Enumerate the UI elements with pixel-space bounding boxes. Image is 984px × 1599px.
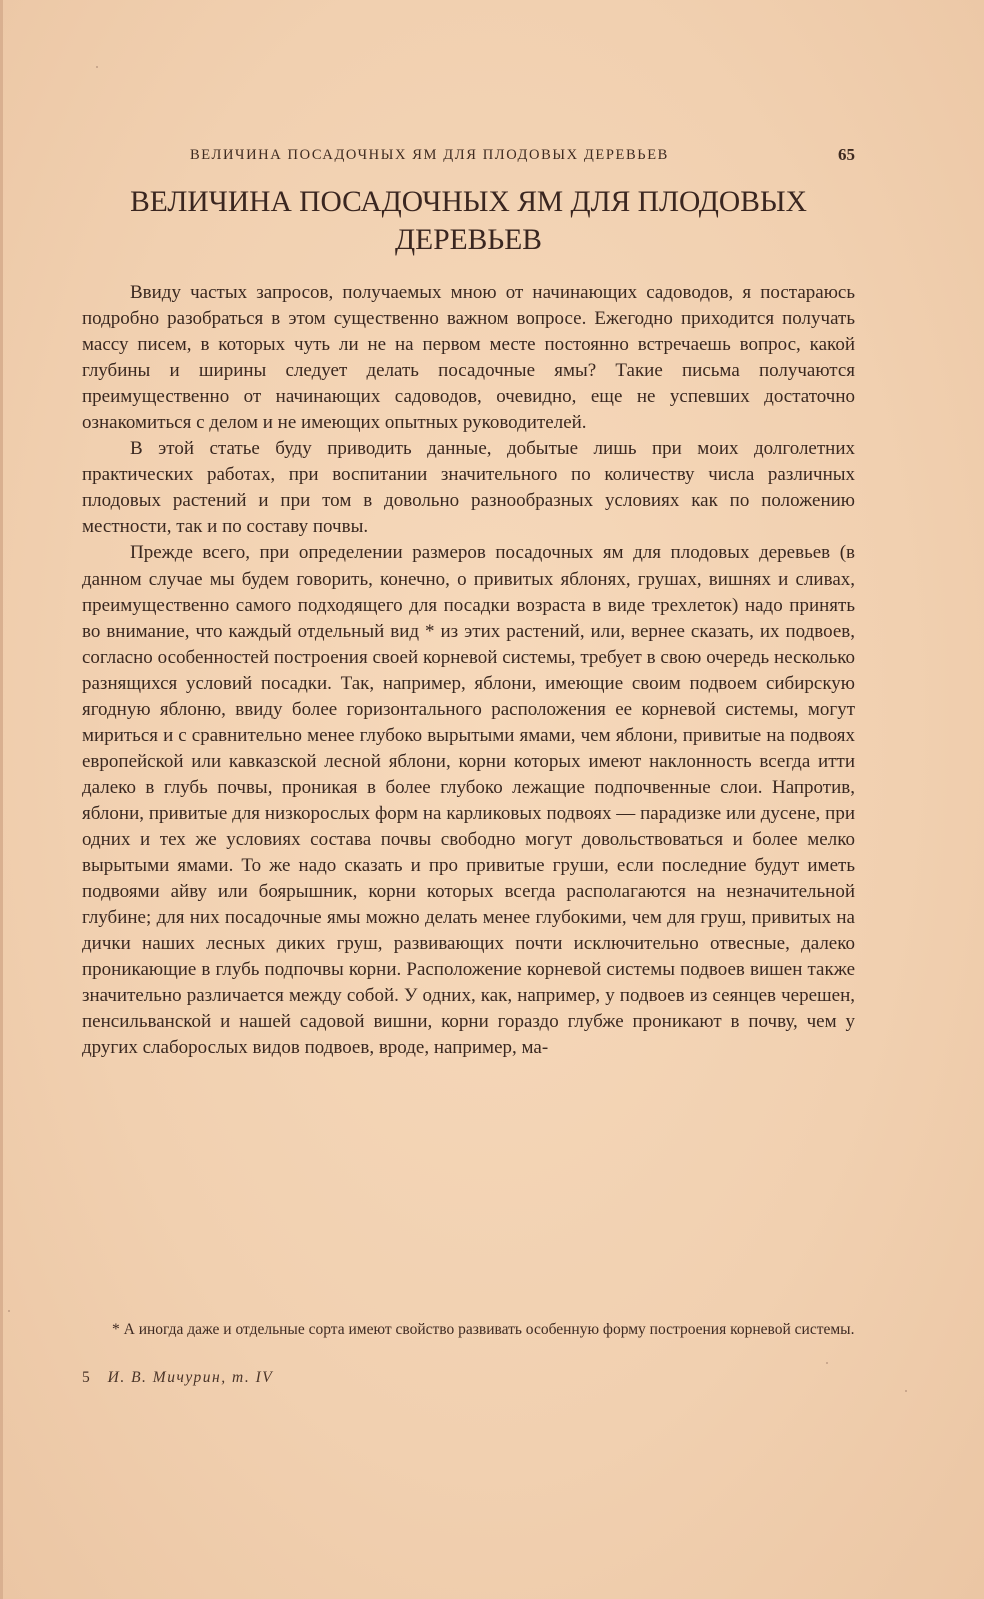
article-title: ВЕЛИЧИНА ПОСАДОЧНЫХ ЯМ ДЛЯ ПЛОДОВЫХ ДЕРЕВЬЕВ [130,186,807,256]
sheet-number: 5 [82,1369,90,1386]
running-head [82,143,855,167]
running-head-title: ВЕЛИЧИНА ПОСАДОЧНЫХ ЯМ ДЛЯ ПЛОДОВЫХ ДЕРЕВЬЕВ [190,147,669,163]
article-body [82,280,855,1061]
signature-text: И. В. Мичурин, т. IV [107,1369,274,1386]
page-edge [0,0,3,1599]
paper-speck [8,1310,10,1312]
paper-speck [905,1390,907,1392]
printer-signature [82,1368,273,1388]
page-number: 65 [838,145,855,164]
paragraph-3: Прежде всего, при определении размеров посадочных ям для плодовых деревьев (в данном случае мы будем говорить, конечно, о привитых яблонях, грушах, вишнях и сливах, преимущественно самого подходящего для посадки возраста в виде трехлеток) надо принять во внимание, что каждый отдельный вид * из этих растений, или, вернее сказать, их подвоев, согласно особенностей построения своей корневой системы, требует в свою очередь несколько разнящихся условий посадки. Так, например, яблони, имеющие своим подвоем сибирскую ягодную яблоню, ввиду более горизонтального расположения ее корневой системы, могут мириться и с сравнительно менее глубоко вырытыми ямами, чем яблони, привитые на подвоях европейской или кавказской лесной яблони, корни которых имеют наклонность всегда итти далеко в глубь почвы, проникая в более глубоко лежащие подпочвенные слои. Напротив, яблони, привитые для низкорослых форм на карликовых подвоях — парадизке или дусене, при одних и тех же условиях состава почвы свободно могут довольствоваться и более мелко вырытыми ямами. То же надо сказать и про привитые груши, если последние будут иметь подвоями айву или боярышник, корни которых всегда располагаются на незначительной глубине; для них посадочные ямы можно делать менее глубокими, чем для груш, привитых на дички наших лесных диких груш, развивающих почти исключительно отвесные, далеко проникающие в глубь подпочвы корни. Расположение корневой системы подвоев вишен также значительно различается между собой. У одних, как, например, у подвоев из сеянцев черешен, пенсильванской и нашей садовой вишни, корни гораздо глубже проникают в почву, чем у других слаборослых видов подвоев, вроде, например, ма- [82,542,855,1059]
footnote: * А иногда даже и отдельные сорта имеют свойство развивать особенную форму построения корневой системы. [112,1321,855,1338]
paragraph-1: Ввиду частых запросов, получаемых мною от начинающих садоводов, я постараюсь подробно разобраться в этом существенно важном вопросе. Ежегодно приходится получать массу писем, в которых чуть ли не на первом месте постоянно встречаешь вопрос, какой глубины и ширины следует делать посадочные ямы? Такие письма получаются преимущественно от начинающих садоводов, очевидно, еще не успевших достаточно ознакомиться с делом и не имеющих опытных руководителей. [82,282,855,434]
paper-speck [826,1362,828,1364]
paper-speck [96,66,98,68]
paragraph-2: В этой статье буду приводить данные, добытые лишь при моих долголетних практических работах, при воспитании значительного по количеству числа различных плодовых растений и при том в довольно разнообразных условиях как по положению местности, так и по составу почвы. [82,438,855,538]
